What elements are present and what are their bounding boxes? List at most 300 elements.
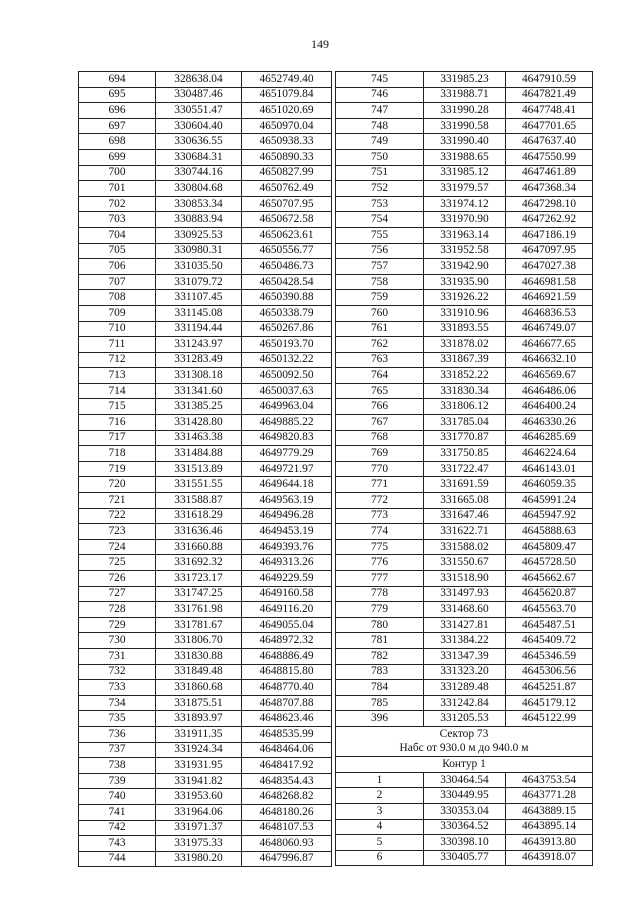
- point-number: 777: [336, 571, 424, 587]
- y-coordinate: 4647027.38: [506, 259, 593, 275]
- y-coordinate: 4649229.59: [242, 571, 332, 587]
- table-row: [336, 259, 593, 275]
- y-coordinate: 4646330.26: [506, 415, 593, 431]
- table-row: [336, 819, 593, 835]
- y-coordinate: 4646059.35: [506, 477, 593, 493]
- point-number: 3: [336, 803, 424, 819]
- y-coordinate: 4646981.58: [506, 274, 593, 290]
- point-number: 759: [336, 290, 424, 306]
- x-coordinate: 331952.58: [424, 243, 506, 259]
- table-row: [79, 368, 332, 384]
- table-row: [79, 851, 332, 867]
- y-coordinate: 4646224.64: [506, 446, 593, 462]
- y-coordinate: 4650338.79: [242, 305, 332, 321]
- point-number: 704: [79, 227, 156, 243]
- point-number: 708: [79, 290, 156, 306]
- table-row: [79, 836, 332, 852]
- y-coordinate: 4650672.58: [242, 212, 332, 228]
- y-coordinate: 4643918.07: [506, 850, 593, 866]
- point-number: 723: [79, 524, 156, 540]
- x-coordinate: 331079.72: [156, 274, 242, 290]
- table-row: [336, 695, 593, 711]
- table-row: [79, 555, 332, 571]
- y-coordinate: 4645251.87: [506, 680, 593, 696]
- table-row: [79, 87, 332, 103]
- x-coordinate: 331806.12: [424, 399, 506, 415]
- y-coordinate: 4648180.26: [242, 804, 332, 820]
- point-number: 740: [79, 789, 156, 805]
- y-coordinate: 4647821.49: [506, 87, 593, 103]
- point-number: 780: [336, 617, 424, 633]
- x-coordinate: 330353.04: [424, 803, 506, 819]
- table-row: [336, 711, 593, 727]
- x-coordinate: 330364.52: [424, 819, 506, 835]
- point-number: 715: [79, 399, 156, 415]
- y-coordinate: 4648623.46: [242, 711, 332, 727]
- table-row: [79, 118, 332, 134]
- point-number: 785: [336, 695, 424, 711]
- y-coordinate: 4645620.87: [506, 586, 593, 602]
- y-coordinate: 4647262.92: [506, 212, 593, 228]
- y-coordinate: 4645346.59: [506, 648, 593, 664]
- y-coordinate: 4649779.29: [242, 446, 332, 462]
- point-number: 735: [79, 711, 156, 727]
- x-coordinate: 331849.48: [156, 664, 242, 680]
- table-row: [79, 134, 332, 150]
- point-number: 746: [336, 87, 424, 103]
- x-coordinate: 330398.10: [424, 835, 506, 851]
- table-row: [79, 305, 332, 321]
- point-number: 725: [79, 555, 156, 571]
- y-coordinate: 4647186.19: [506, 227, 593, 243]
- y-coordinate: 4647298.10: [506, 196, 593, 212]
- table-row: [336, 524, 593, 540]
- y-coordinate: 4648707.88: [242, 695, 332, 711]
- x-coordinate: 330980.31: [156, 243, 242, 259]
- x-coordinate: 331860.68: [156, 680, 242, 696]
- table-row: [336, 617, 593, 633]
- x-coordinate: 331747.25: [156, 586, 242, 602]
- x-coordinate: 331428.80: [156, 415, 242, 431]
- table-row: [79, 337, 332, 353]
- point-number: 760: [336, 305, 424, 321]
- x-coordinate: 330604.40: [156, 118, 242, 134]
- table-row: [336, 337, 593, 353]
- x-coordinate: 331550.67: [424, 555, 506, 571]
- x-coordinate: 331971.37: [156, 820, 242, 836]
- table-row: [79, 259, 332, 275]
- x-coordinate: 331323.20: [424, 664, 506, 680]
- table-row: [336, 399, 593, 415]
- point-number: 695: [79, 87, 156, 103]
- y-coordinate: 4649116.20: [242, 602, 332, 618]
- point-number: 734: [79, 695, 156, 711]
- y-coordinate: 4647637.40: [506, 134, 593, 150]
- table-row: [336, 165, 593, 181]
- point-number: 713: [79, 368, 156, 384]
- point-number: 770: [336, 461, 424, 477]
- y-coordinate: 4646143.01: [506, 461, 593, 477]
- table-row: [336, 352, 593, 368]
- y-coordinate: 4648815.80: [242, 664, 332, 680]
- table-row: [79, 680, 332, 696]
- y-coordinate: 4643913.80: [506, 835, 593, 851]
- x-coordinate: 331953.60: [156, 789, 242, 805]
- table-row: [79, 181, 332, 197]
- x-coordinate: 331384.22: [424, 633, 506, 649]
- point-number: 730: [79, 633, 156, 649]
- x-coordinate: 331588.02: [424, 539, 506, 555]
- y-coordinate: 4648535.99: [242, 726, 332, 742]
- x-coordinate: 331761.98: [156, 602, 242, 618]
- point-number: 2: [336, 788, 424, 804]
- point-number: 705: [79, 243, 156, 259]
- point-number: 707: [79, 274, 156, 290]
- point-number: 769: [336, 446, 424, 462]
- point-number: 763: [336, 352, 424, 368]
- point-number: 768: [336, 430, 424, 446]
- x-coordinate: 331910.96: [424, 305, 506, 321]
- table-row: [336, 274, 593, 290]
- point-number: 776: [336, 555, 424, 571]
- point-number: 745: [336, 72, 424, 88]
- point-number: 701: [79, 181, 156, 197]
- y-coordinate: 4643895.14: [506, 819, 593, 835]
- y-coordinate: 4650193.70: [242, 337, 332, 353]
- point-number: 739: [79, 773, 156, 789]
- y-coordinate: 4647097.95: [506, 243, 593, 259]
- point-number: 737: [79, 742, 156, 758]
- point-number: 754: [336, 212, 424, 228]
- x-coordinate: 331289.48: [424, 680, 506, 696]
- y-coordinate: 4649160.58: [242, 586, 332, 602]
- y-coordinate: 4647996.87: [242, 851, 332, 867]
- y-coordinate: 4643753.54: [506, 772, 593, 788]
- point-number: 733: [79, 680, 156, 696]
- table-row: [336, 788, 593, 804]
- y-coordinate: 4646569.67: [506, 368, 593, 384]
- point-number: 694: [79, 72, 156, 88]
- table-row: [79, 571, 332, 587]
- point-number: 717: [79, 430, 156, 446]
- page-number: 149: [311, 37, 329, 51]
- point-number: 762: [336, 337, 424, 353]
- point-number: 761: [336, 321, 424, 337]
- x-coordinate: 331980.20: [156, 851, 242, 867]
- x-coordinate: 330449.95: [424, 788, 506, 804]
- point-number: 722: [79, 508, 156, 524]
- y-coordinate: 4645947.92: [506, 508, 593, 524]
- table-row: [79, 352, 332, 368]
- point-number: 697: [79, 118, 156, 134]
- x-coordinate: 331988.71: [424, 87, 506, 103]
- y-coordinate: 4645409.72: [506, 633, 593, 649]
- y-coordinate: 4649496.28: [242, 508, 332, 524]
- x-coordinate: 331878.02: [424, 337, 506, 353]
- x-coordinate: 330744.16: [156, 165, 242, 181]
- point-number: 743: [79, 836, 156, 852]
- y-coordinate: 4651020.69: [242, 103, 332, 119]
- x-coordinate: 331347.39: [424, 648, 506, 664]
- x-coordinate: 330464.54: [424, 772, 506, 788]
- table-row: [79, 477, 332, 493]
- table-row: [79, 493, 332, 509]
- y-coordinate: 4650132.22: [242, 352, 332, 368]
- y-coordinate: 4643889.15: [506, 803, 593, 819]
- x-coordinate: 331035.50: [156, 259, 242, 275]
- point-number: 767: [336, 415, 424, 431]
- table-row: [79, 461, 332, 477]
- table-row: [336, 72, 593, 88]
- point-number: 699: [79, 149, 156, 165]
- table-row: [79, 415, 332, 431]
- table-row: [79, 602, 332, 618]
- x-coordinate: 331806.70: [156, 633, 242, 649]
- table-row: [336, 586, 593, 602]
- y-coordinate: 4649453.19: [242, 524, 332, 540]
- point-number: 5: [336, 835, 424, 851]
- table-row: [79, 539, 332, 555]
- x-coordinate: 331692.32: [156, 555, 242, 571]
- table-row: [79, 212, 332, 228]
- table-row: [79, 695, 332, 711]
- point-number: 729: [79, 617, 156, 633]
- point-number: 753: [336, 196, 424, 212]
- table-row: [336, 181, 593, 197]
- point-number: 774: [336, 524, 424, 540]
- table-row: [336, 290, 593, 306]
- y-coordinate: 4645662.67: [506, 571, 593, 587]
- point-number: 703: [79, 212, 156, 228]
- table-row: [79, 399, 332, 415]
- table-row: [79, 648, 332, 664]
- table-row: [336, 103, 593, 119]
- point-number: 772: [336, 493, 424, 509]
- point-number: 748: [336, 118, 424, 134]
- x-coordinate: 331205.53: [424, 711, 506, 727]
- x-coordinate: 331942.90: [424, 259, 506, 275]
- x-coordinate: 331145.08: [156, 305, 242, 321]
- sector-title: Сектор 73: [336, 726, 593, 741]
- x-coordinate: 331770.87: [424, 430, 506, 446]
- table-row: [336, 508, 593, 524]
- y-coordinate: 4648972.32: [242, 633, 332, 649]
- y-coordinate: 4649055.04: [242, 617, 332, 633]
- x-coordinate: 331636.46: [156, 524, 242, 540]
- x-coordinate: 330925.53: [156, 227, 242, 243]
- point-number: 765: [336, 383, 424, 399]
- y-coordinate: 4649721.97: [242, 461, 332, 477]
- table-row: [79, 789, 332, 805]
- y-coordinate: 4645487.51: [506, 617, 593, 633]
- point-number: 738: [79, 758, 156, 774]
- table-row: [336, 571, 593, 587]
- x-coordinate: 331924.34: [156, 742, 242, 758]
- point-number: 756: [336, 243, 424, 259]
- y-coordinate: 4645888.63: [506, 524, 593, 540]
- x-coordinate: 331830.34: [424, 383, 506, 399]
- table-row: [79, 508, 332, 524]
- x-coordinate: 330853.34: [156, 196, 242, 212]
- x-coordinate: 331283.49: [156, 352, 242, 368]
- table-row: [79, 165, 332, 181]
- point-number: 720: [79, 477, 156, 493]
- x-coordinate: 331875.51: [156, 695, 242, 711]
- point-number: 700: [79, 165, 156, 181]
- table-row: [336, 321, 593, 337]
- point-number: 718: [79, 446, 156, 462]
- y-coordinate: 4648464.06: [242, 742, 332, 758]
- x-coordinate: 331911.35: [156, 726, 242, 742]
- y-coordinate: 4648268.82: [242, 789, 332, 805]
- y-coordinate: 4647461.89: [506, 165, 593, 181]
- x-coordinate: 331931.95: [156, 758, 242, 774]
- point-number: 750: [336, 149, 424, 165]
- x-coordinate: 331781.67: [156, 617, 242, 633]
- table-row: [79, 196, 332, 212]
- point-number: 749: [336, 134, 424, 150]
- y-coordinate: 4648770.40: [242, 680, 332, 696]
- point-number: 732: [79, 664, 156, 680]
- coordinates-table-right: [335, 71, 593, 866]
- y-coordinate: 4647368.34: [506, 181, 593, 197]
- table-row: [336, 134, 593, 150]
- table-row: [336, 539, 593, 555]
- y-coordinate: 4650390.88: [242, 290, 332, 306]
- x-coordinate: 331463.38: [156, 430, 242, 446]
- x-coordinate: 331963.14: [424, 227, 506, 243]
- y-coordinate: 4649644.18: [242, 477, 332, 493]
- y-coordinate: 4646285.69: [506, 430, 593, 446]
- point-number: 6: [336, 850, 424, 866]
- height-range-row: [336, 742, 593, 757]
- point-number: 702: [79, 196, 156, 212]
- y-coordinate: 4645179.12: [506, 695, 593, 711]
- y-coordinate: 4650970.04: [242, 118, 332, 134]
- point-number: 752: [336, 181, 424, 197]
- table-row: [79, 383, 332, 399]
- y-coordinate: 4646836.53: [506, 305, 593, 321]
- point-number: 744: [79, 851, 156, 867]
- x-coordinate: 331979.57: [424, 181, 506, 197]
- x-coordinate: 331867.39: [424, 352, 506, 368]
- x-coordinate: 328638.04: [156, 72, 242, 88]
- x-coordinate: 330684.31: [156, 149, 242, 165]
- table-row: [336, 555, 593, 571]
- y-coordinate: 4650707.95: [242, 196, 332, 212]
- point-number: 751: [336, 165, 424, 181]
- coordinates-table-left: [78, 71, 332, 867]
- y-coordinate: 4646921.59: [506, 290, 593, 306]
- table-row: [79, 820, 332, 836]
- table-row: [79, 742, 332, 758]
- y-coordinate: 4648354.43: [242, 773, 332, 789]
- x-coordinate: 331660.88: [156, 539, 242, 555]
- table-row: [336, 118, 593, 134]
- table-row: [336, 368, 593, 384]
- x-coordinate: 331964.06: [156, 804, 242, 820]
- x-coordinate: 331990.28: [424, 103, 506, 119]
- x-coordinate: 330551.47: [156, 103, 242, 119]
- point-number: 747: [336, 103, 424, 119]
- contour-title: Контур 1: [336, 757, 593, 773]
- table-row: [79, 321, 332, 337]
- point-number: 719: [79, 461, 156, 477]
- y-coordinate: 4647748.41: [506, 103, 593, 119]
- y-coordinate: 4650938.33: [242, 134, 332, 150]
- x-coordinate: 331622.71: [424, 524, 506, 540]
- y-coordinate: 4649885.22: [242, 415, 332, 431]
- table-row: [79, 711, 332, 727]
- height-range: Набс от 930.0 м до 940.0 м: [336, 742, 593, 757]
- table-row: [79, 274, 332, 290]
- x-coordinate: 331985.12: [424, 165, 506, 181]
- x-coordinate: 331750.85: [424, 446, 506, 462]
- y-coordinate: 4652749.40: [242, 72, 332, 88]
- table-row: [336, 227, 593, 243]
- x-coordinate: 331893.97: [156, 711, 242, 727]
- point-number: 736: [79, 726, 156, 742]
- table-row: [79, 524, 332, 540]
- point-number: 728: [79, 602, 156, 618]
- table-row: [79, 804, 332, 820]
- point-number: 782: [336, 648, 424, 664]
- table-row: [336, 493, 593, 509]
- y-coordinate: 4649963.04: [242, 399, 332, 415]
- point-number: 1: [336, 772, 424, 788]
- table-row: [336, 664, 593, 680]
- point-number: 758: [336, 274, 424, 290]
- table-row: [336, 430, 593, 446]
- x-coordinate: 331941.82: [156, 773, 242, 789]
- table-row: [79, 227, 332, 243]
- point-number: 396: [336, 711, 424, 727]
- x-coordinate: 331830.88: [156, 648, 242, 664]
- y-coordinate: 4645728.50: [506, 555, 593, 571]
- point-number: 709: [79, 305, 156, 321]
- table-row: [336, 149, 593, 165]
- y-coordinate: 4650890.33: [242, 149, 332, 165]
- table-row: [336, 477, 593, 493]
- y-coordinate: 4651079.84: [242, 87, 332, 103]
- y-coordinate: 4647910.59: [506, 72, 593, 88]
- point-number: 696: [79, 103, 156, 119]
- table-row: [336, 835, 593, 851]
- x-coordinate: 331893.55: [424, 321, 506, 337]
- x-coordinate: 331513.89: [156, 461, 242, 477]
- x-coordinate: 331990.58: [424, 118, 506, 134]
- point-number: 764: [336, 368, 424, 384]
- point-number: 766: [336, 399, 424, 415]
- x-coordinate: 331647.46: [424, 508, 506, 524]
- point-number: 755: [336, 227, 424, 243]
- x-coordinate: 331427.81: [424, 617, 506, 633]
- y-coordinate: 4646749.07: [506, 321, 593, 337]
- y-coordinate: 4649820.83: [242, 430, 332, 446]
- x-coordinate: 331970.90: [424, 212, 506, 228]
- point-number: 724: [79, 539, 156, 555]
- table-row: [79, 758, 332, 774]
- point-number: 779: [336, 602, 424, 618]
- point-number: 781: [336, 633, 424, 649]
- table-row: [336, 305, 593, 321]
- x-coordinate: 331975.33: [156, 836, 242, 852]
- y-coordinate: 4650092.50: [242, 368, 332, 384]
- table-row: [336, 212, 593, 228]
- table-row: [79, 72, 332, 88]
- y-coordinate: 4645991.24: [506, 493, 593, 509]
- y-coordinate: 4650037.63: [242, 383, 332, 399]
